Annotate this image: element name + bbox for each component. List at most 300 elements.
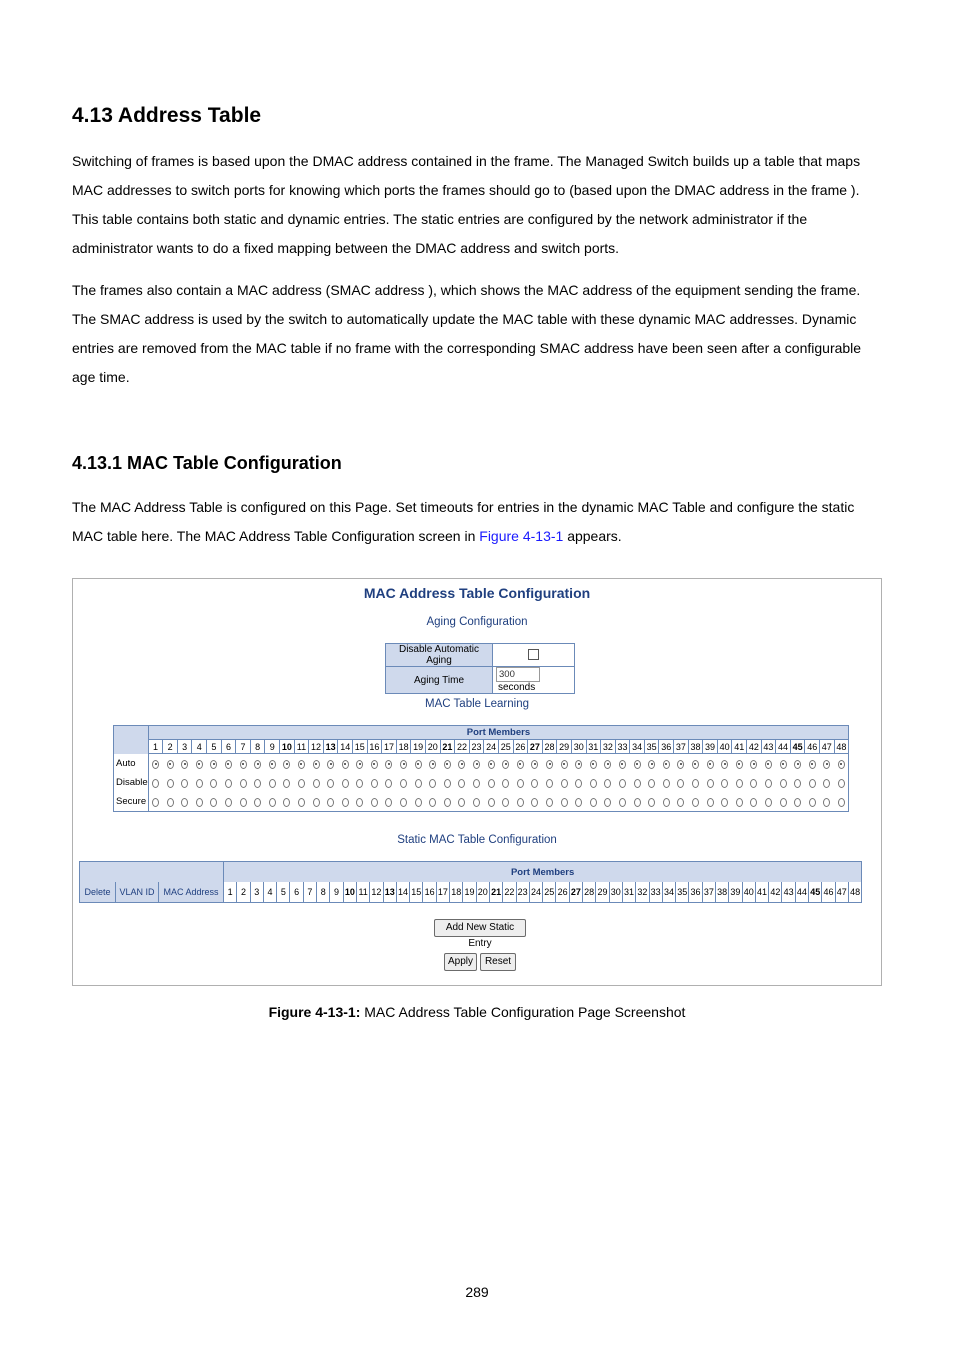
- learning-radio-cell: [455, 773, 470, 792]
- learning-radio-cell: [236, 792, 251, 812]
- learning-radio-button[interactable]: [385, 760, 392, 769]
- learning-radio-button[interactable]: [648, 760, 655, 769]
- learning-port-number: 1: [148, 740, 163, 754]
- learning-radio-button[interactable]: [590, 760, 597, 769]
- learning-section-title: MAC Table Learning: [425, 698, 529, 710]
- learning-radio-cell: [396, 792, 411, 812]
- learning-radio-cell: [148, 773, 163, 792]
- learning-radio-cell: [484, 773, 499, 792]
- learning-radio-button[interactable]: [502, 798, 509, 807]
- learning-radio-button[interactable]: [780, 760, 787, 769]
- learning-corner-cell: [114, 726, 149, 740]
- static-port-number: 29: [596, 882, 609, 903]
- learning-radio-button[interactable]: [604, 760, 611, 769]
- learning-radio-button[interactable]: [400, 798, 407, 807]
- learning-radio-button[interactable]: [692, 779, 699, 788]
- learning-radio-button[interactable]: [502, 760, 509, 769]
- learning-radio-button[interactable]: [750, 760, 757, 769]
- learning-radio-button[interactable]: [254, 798, 261, 807]
- learning-radio-button[interactable]: [634, 760, 641, 769]
- learning-radio-button[interactable]: [561, 760, 568, 769]
- learning-radio-button[interactable]: [210, 760, 217, 769]
- learning-radio-button[interactable]: [677, 798, 684, 807]
- learning-radio-cell: [571, 792, 586, 812]
- learning-radio-cell: [528, 792, 543, 812]
- learning-radio-button[interactable]: [794, 760, 801, 769]
- static-port-number: 33: [649, 882, 662, 903]
- learning-port-number: 46: [805, 740, 820, 754]
- learning-radio-button[interactable]: [561, 798, 568, 807]
- learning-port-number: 15: [353, 740, 368, 754]
- learning-radio-cell: [674, 792, 689, 812]
- learning-radio-button[interactable]: [298, 798, 305, 807]
- static-port-members-header: Port Members: [224, 862, 862, 883]
- static-port-number: 46: [822, 882, 835, 903]
- learning-radio-button[interactable]: [663, 779, 670, 788]
- learning-radio-button[interactable]: [809, 779, 816, 788]
- learning-radio-cell: [659, 754, 674, 774]
- learning-radio-button[interactable]: [736, 760, 743, 769]
- learning-radio-button[interactable]: [663, 798, 670, 807]
- learning-radio-button[interactable]: [619, 760, 626, 769]
- learning-radio-button[interactable]: [356, 798, 363, 807]
- static-port-number: 8: [317, 882, 330, 903]
- static-port-number: 1: [224, 882, 237, 903]
- learning-radio-cell: [542, 773, 557, 792]
- learning-radio-button[interactable]: [415, 779, 422, 788]
- static-port-number: 10: [343, 882, 356, 903]
- learning-radio-cell: [396, 754, 411, 774]
- learning-radio-button[interactable]: [181, 760, 188, 769]
- learning-port-number: 40: [717, 740, 732, 754]
- learning-radio-button[interactable]: [721, 760, 728, 769]
- learning-radio-button[interactable]: [240, 779, 247, 788]
- learning-radio-button[interactable]: [721, 779, 728, 788]
- learning-row-auto: [114, 754, 849, 774]
- learning-radio-cell: [192, 792, 207, 812]
- learning-radio-button[interactable]: [210, 798, 217, 807]
- learning-radio-button[interactable]: [181, 798, 188, 807]
- learning-radio-cell: [250, 773, 265, 792]
- learning-radio-button[interactable]: [210, 779, 217, 788]
- learning-radio-button[interactable]: [707, 798, 714, 807]
- learning-radio-cell: [659, 792, 674, 812]
- static-port-number: 41: [755, 882, 768, 903]
- static-port-number: 19: [463, 882, 476, 903]
- learning-radio-button[interactable]: [838, 760, 845, 769]
- learning-radio-cell: [571, 754, 586, 774]
- learning-radio-cell: [659, 773, 674, 792]
- learning-radio-button[interactable]: [356, 760, 363, 769]
- learning-radio-button[interactable]: [444, 779, 451, 788]
- learning-radio-button[interactable]: [342, 779, 349, 788]
- learning-radio-button[interactable]: [473, 779, 480, 788]
- learning-radio-button[interactable]: [167, 760, 174, 769]
- learning-radio-button[interactable]: [531, 779, 538, 788]
- static-mac-table: [79, 861, 862, 903]
- learning-port-number: 27: [528, 740, 543, 754]
- learning-radio-button[interactable]: [575, 779, 582, 788]
- learning-radio-button[interactable]: [488, 760, 495, 769]
- learning-radio-button[interactable]: [677, 779, 684, 788]
- learning-row-label: Auto: [114, 754, 149, 774]
- learning-port-number: 20: [425, 740, 440, 754]
- learning-radio-button[interactable]: [823, 798, 830, 807]
- learning-port-number: 32: [601, 740, 616, 754]
- learning-radio-button[interactable]: [400, 760, 407, 769]
- learning-radio-button[interactable]: [371, 760, 378, 769]
- learning-radio-button[interactable]: [196, 779, 203, 788]
- learning-radio-cell: [761, 754, 776, 774]
- learning-table: [113, 725, 849, 812]
- learning-radio-button[interactable]: [283, 760, 290, 769]
- learning-radio-button[interactable]: [648, 798, 655, 807]
- learning-radio-button[interactable]: [298, 760, 305, 769]
- learning-radio-cell: [382, 754, 397, 774]
- learning-radio-cell: [630, 773, 645, 792]
- learning-radio-cell: [834, 792, 849, 812]
- learning-radio-button[interactable]: [415, 798, 422, 807]
- page-number: 289: [465, 1284, 489, 1300]
- learning-radio-button[interactable]: [838, 798, 845, 807]
- learning-radio-button[interactable]: [400, 779, 407, 788]
- learning-radio-button[interactable]: [794, 779, 801, 788]
- learning-radio-button[interactable]: [415, 760, 422, 769]
- static-port-number: 16: [423, 882, 436, 903]
- learning-radio-button[interactable]: [780, 798, 787, 807]
- learning-radio-cell: [703, 754, 718, 774]
- learning-radio-button[interactable]: [604, 798, 611, 807]
- learning-radio-button[interactable]: [298, 779, 305, 788]
- learning-radio-cell: [425, 754, 440, 774]
- learning-radio-button[interactable]: [634, 779, 641, 788]
- learning-radio-button[interactable]: [371, 798, 378, 807]
- static-port-number: 4: [263, 882, 276, 903]
- learning-radio-cell: [382, 792, 397, 812]
- learning-radio-cell: [542, 792, 557, 812]
- figure-link[interactable]: Figure 4-13-1: [479, 528, 564, 544]
- learning-radio-cell: [703, 792, 718, 812]
- static-port-number: 48: [848, 882, 861, 903]
- learning-radio-button[interactable]: [809, 798, 816, 807]
- learning-radio-button[interactable]: [517, 760, 524, 769]
- learning-radio-cell: [513, 792, 528, 812]
- learning-port-number: 22: [455, 740, 470, 754]
- learning-radio-button[interactable]: [342, 760, 349, 769]
- learning-port-number: 13: [323, 740, 338, 754]
- static-port-number: 6: [290, 882, 303, 903]
- learning-radio-button[interactable]: [823, 760, 830, 769]
- learning-radio-cell: [177, 773, 192, 792]
- learning-radio-cell: [280, 773, 295, 792]
- learning-radio-cell: [586, 792, 601, 812]
- learning-port-number: 28: [542, 740, 557, 754]
- learning-radio-button[interactable]: [575, 798, 582, 807]
- learning-radio-cell: [820, 792, 835, 812]
- learning-port-number: 39: [703, 740, 718, 754]
- learning-radio-button[interactable]: [167, 779, 174, 788]
- learning-radio-cell: [338, 754, 353, 774]
- aging-time-input[interactable]: 300: [496, 667, 540, 682]
- learning-radio-cell: [455, 754, 470, 774]
- learning-radio-button[interactable]: [269, 798, 276, 807]
- learning-radio-button[interactable]: [444, 760, 451, 769]
- static-port-number: 23: [516, 882, 529, 903]
- learning-port-number: 6: [221, 740, 236, 754]
- learning-radio-button[interactable]: [458, 779, 465, 788]
- learning-radio-button[interactable]: [167, 798, 174, 807]
- learning-radio-cell: [761, 773, 776, 792]
- learning-radio-button[interactable]: [254, 760, 261, 769]
- learning-radio-button[interactable]: [196, 760, 203, 769]
- static-port-number: 43: [782, 882, 795, 903]
- learning-radio-button[interactable]: [429, 760, 436, 769]
- learning-radio-cell: [250, 754, 265, 774]
- static-port-number: 32: [636, 882, 649, 903]
- learning-radio-cell: [411, 792, 426, 812]
- learning-radio-button[interactable]: [254, 779, 261, 788]
- learning-radio-cell: [469, 773, 484, 792]
- learning-radio-button[interactable]: [721, 798, 728, 807]
- learning-radio-button[interactable]: [502, 779, 509, 788]
- caption-label: Figure 4-13-1:: [268, 1004, 361, 1020]
- learning-radio-button[interactable]: [240, 798, 247, 807]
- learning-radio-button[interactable]: [736, 798, 743, 807]
- learning-radio-button[interactable]: [458, 760, 465, 769]
- learning-radio-button[interactable]: [225, 760, 232, 769]
- learning-radio-button[interactable]: [327, 779, 334, 788]
- learning-port-number: 12: [309, 740, 324, 754]
- learning-radio-button[interactable]: [765, 779, 772, 788]
- learning-radio-button[interactable]: [692, 798, 699, 807]
- learning-radio-button[interactable]: [809, 760, 816, 769]
- learning-radio-cell: [309, 792, 324, 812]
- learning-radio-cell: [498, 792, 513, 812]
- disable-aging-label: Disable Automatic Aging: [386, 644, 493, 667]
- learning-radio-cell: [790, 754, 805, 774]
- learning-radio-cell: [177, 792, 192, 812]
- static-port-number: 45: [809, 882, 822, 903]
- learning-radio-button[interactable]: [517, 798, 524, 807]
- learning-port-number: 37: [674, 740, 689, 754]
- learning-radio-button[interactable]: [590, 798, 597, 807]
- learning-radio-button[interactable]: [750, 798, 757, 807]
- learning-radio-button[interactable]: [488, 798, 495, 807]
- paragraph-text-start: The MAC Address Table is configured on this Page. Set timeouts for entries in the dynamic MAC Table and configure the static MAC table here. The MAC Address Table Configuration screen in: [72, 499, 855, 544]
- learning-radio-button[interactable]: [269, 760, 276, 769]
- learning-row-disable: [114, 773, 849, 792]
- learning-radio-button[interactable]: [794, 798, 801, 807]
- learning-radio-button[interactable]: [385, 798, 392, 807]
- learning-radio-button[interactable]: [531, 798, 538, 807]
- learning-radio-button[interactable]: [385, 779, 392, 788]
- static-port-number: 37: [702, 882, 715, 903]
- learning-port-number: 19: [411, 740, 426, 754]
- learning-port-number: 41: [732, 740, 747, 754]
- learning-radio-cell: [221, 773, 236, 792]
- learning-radio-button[interactable]: [473, 798, 480, 807]
- learning-radio-button[interactable]: [313, 779, 320, 788]
- learning-port-number: 9: [265, 740, 280, 754]
- learning-radio-button[interactable]: [604, 779, 611, 788]
- learning-radio-button[interactable]: [546, 798, 553, 807]
- learning-radio-button[interactable]: [327, 760, 334, 769]
- static-port-number: 36: [689, 882, 702, 903]
- learning-radio-button[interactable]: [531, 760, 538, 769]
- static-port-number: 7: [303, 882, 316, 903]
- learning-port-number: 10: [280, 740, 295, 754]
- learning-radio-cell: [571, 773, 586, 792]
- learning-radio-button[interactable]: [765, 760, 772, 769]
- learning-radio-cell: [615, 792, 630, 812]
- learning-radio-cell: [265, 792, 280, 812]
- learning-radio-cell: [557, 754, 572, 774]
- learning-radio-button[interactable]: [838, 779, 845, 788]
- learning-radio-cell: [776, 773, 791, 792]
- learning-radio-cell: [805, 754, 820, 774]
- learning-radio-button[interactable]: [196, 798, 203, 807]
- learning-radio-cell: [820, 773, 835, 792]
- learning-radio-cell: [557, 773, 572, 792]
- learning-radio-button[interactable]: [429, 779, 436, 788]
- learning-radio-button[interactable]: [561, 779, 568, 788]
- learning-radio-button[interactable]: [342, 798, 349, 807]
- learning-radio-button[interactable]: [546, 779, 553, 788]
- learning-radio-cell: [440, 792, 455, 812]
- static-port-number: 40: [742, 882, 755, 903]
- learning-radio-button[interactable]: [590, 779, 597, 788]
- learning-radio-cell: [644, 754, 659, 774]
- learning-radio-button[interactable]: [313, 798, 320, 807]
- learning-radio-button[interactable]: [240, 760, 247, 769]
- static-port-number: 42: [769, 882, 782, 903]
- learning-port-number: 8: [250, 740, 265, 754]
- static-port-number: 25: [543, 882, 556, 903]
- learning-radio-button[interactable]: [823, 779, 830, 788]
- learning-radio-button[interactable]: [546, 760, 553, 769]
- paragraph-text-end: appears.: [563, 528, 622, 544]
- learning-radio-cell: [498, 773, 513, 792]
- learning-port-number: 48: [834, 740, 849, 754]
- learning-port-number: 42: [747, 740, 762, 754]
- learning-row-secure: [114, 792, 849, 812]
- learning-radio-cell: [425, 792, 440, 812]
- learning-radio-button[interactable]: [313, 760, 320, 769]
- learning-radio-button[interactable]: [750, 779, 757, 788]
- learning-radio-button[interactable]: [444, 798, 451, 807]
- learning-radio-button[interactable]: [663, 760, 670, 769]
- learning-radio-cell: [323, 754, 338, 774]
- learning-radio-cell: [498, 754, 513, 774]
- learning-radio-cell: [820, 754, 835, 774]
- learning-radio-button[interactable]: [356, 779, 363, 788]
- learning-radio-button[interactable]: [517, 779, 524, 788]
- learning-radio-cell: [382, 773, 397, 792]
- learning-radio-button[interactable]: [648, 779, 655, 788]
- learning-radio-button[interactable]: [283, 798, 290, 807]
- learning-radio-cell: [192, 754, 207, 774]
- learning-radio-cell: [323, 773, 338, 792]
- learning-radio-button[interactable]: [152, 798, 159, 807]
- learning-radio-cell: [309, 773, 324, 792]
- learning-radio-button[interactable]: [152, 760, 159, 769]
- learning-radio-cell: [323, 792, 338, 812]
- learning-radio-cell: [761, 792, 776, 812]
- learning-radio-button[interactable]: [634, 798, 641, 807]
- learning-radio-cell: [528, 754, 543, 774]
- learning-radio-cell: [790, 792, 805, 812]
- learning-radio-cell: [411, 754, 426, 774]
- learning-radio-button[interactable]: [692, 760, 699, 769]
- learning-radio-button[interactable]: [225, 798, 232, 807]
- learning-port-number: 34: [630, 740, 645, 754]
- mac-address-column-header: MAC Address: [159, 882, 224, 903]
- learning-radio-cell: [440, 754, 455, 774]
- learning-radio-button[interactable]: [152, 779, 159, 788]
- learning-radio-cell: [601, 773, 616, 792]
- learning-radio-cell: [192, 773, 207, 792]
- learning-radio-cell: [805, 773, 820, 792]
- learning-radio-button[interactable]: [225, 779, 232, 788]
- learning-radio-button[interactable]: [677, 760, 684, 769]
- learning-radio-cell: [265, 773, 280, 792]
- learning-radio-cell: [250, 792, 265, 812]
- learning-radio-button[interactable]: [473, 760, 480, 769]
- caption-text: MAC Address Table Configuration Page Screenshot: [360, 1004, 686, 1020]
- learning-radio-button[interactable]: [283, 779, 290, 788]
- learning-radio-cell: [747, 792, 762, 812]
- learning-radio-button[interactable]: [327, 798, 334, 807]
- aging-table: [385, 643, 575, 694]
- apply-button[interactable]: Apply: [444, 953, 477, 971]
- learning-radio-button[interactable]: [458, 798, 465, 807]
- add-static-entry-button[interactable]: Add New Static Entry: [434, 919, 526, 937]
- learning-radio-button[interactable]: [429, 798, 436, 807]
- learning-port-number: 24: [484, 740, 499, 754]
- aging-time-unit: seconds: [498, 682, 536, 693]
- learning-radio-button[interactable]: [371, 779, 378, 788]
- learning-radio-cell: [674, 754, 689, 774]
- figure-caption: [0, 1004, 954, 1020]
- learning-radio-cell: [776, 792, 791, 812]
- learning-radio-button[interactable]: [765, 798, 772, 807]
- learning-radio-button[interactable]: [736, 779, 743, 788]
- static-port-number: 15: [410, 882, 423, 903]
- learning-radio-button[interactable]: [619, 779, 626, 788]
- learning-radio-button[interactable]: [181, 779, 188, 788]
- learning-port-number: 36: [659, 740, 674, 754]
- learning-radio-button[interactable]: [488, 779, 495, 788]
- learning-port-number: 2: [163, 740, 178, 754]
- learning-radio-button[interactable]: [269, 779, 276, 788]
- disable-aging-checkbox[interactable]: [528, 649, 539, 660]
- reset-button[interactable]: Reset: [480, 953, 516, 971]
- learning-radio-button[interactable]: [707, 760, 714, 769]
- learning-radio-button[interactable]: [707, 779, 714, 788]
- learning-radio-cell: [688, 754, 703, 774]
- static-port-number: 27: [569, 882, 582, 903]
- static-port-number: 47: [835, 882, 848, 903]
- learning-radio-cell: [440, 773, 455, 792]
- learning-radio-cell: [528, 773, 543, 792]
- learning-radio-button[interactable]: [575, 760, 582, 769]
- learning-port-number: 33: [615, 740, 630, 754]
- learning-radio-cell: [148, 792, 163, 812]
- learning-radio-cell: [411, 773, 426, 792]
- learning-radio-button[interactable]: [780, 779, 787, 788]
- learning-radio-button[interactable]: [619, 798, 626, 807]
- learning-radio-cell: [776, 754, 791, 774]
